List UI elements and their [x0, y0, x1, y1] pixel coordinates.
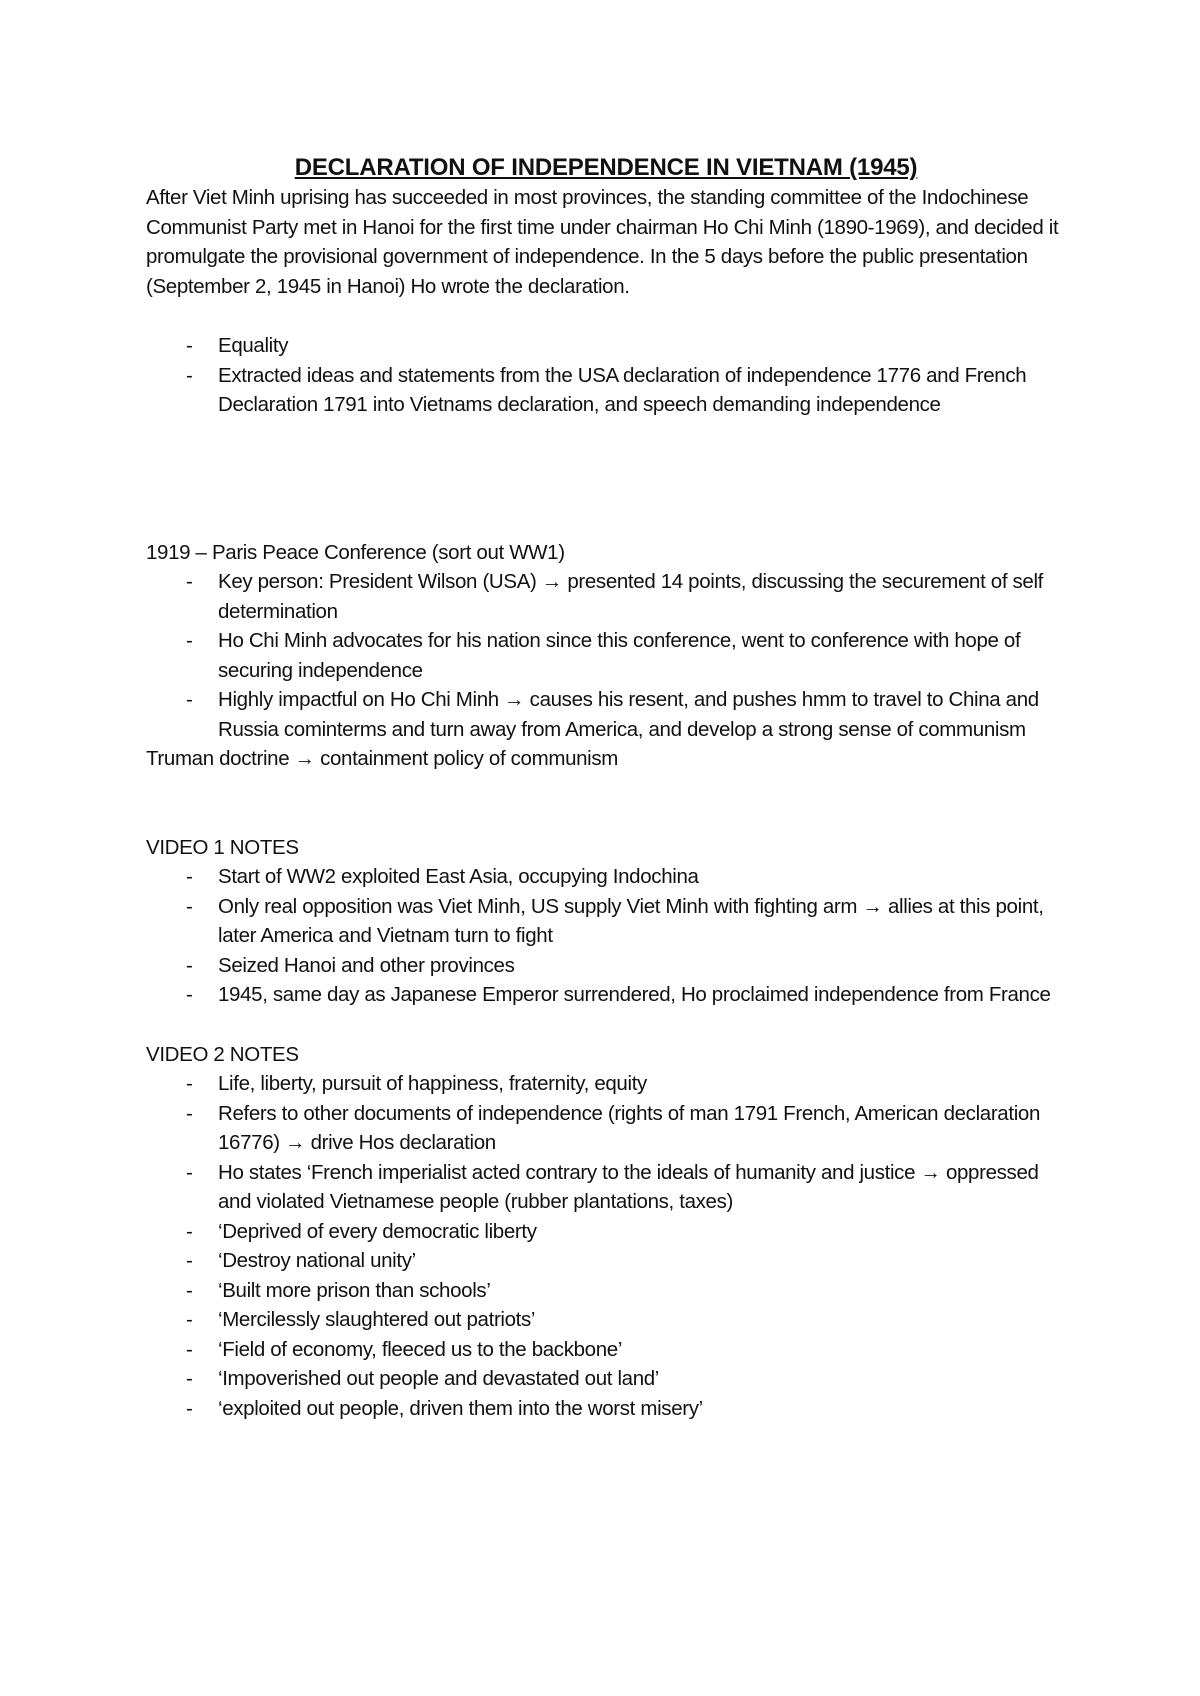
intro-paragraph: After Viet Minh uprising has succeeded in most provinces, the standing committee of the Indochinese Communist Party met in Hanoi for the first time under chairman Ho Chi Minh (1890-1969), and decided it promulgate the provisional government of independence. In the 5 days before the public presentation (September 2, 1945 in Hanoi) Ho wrote the declaration.: [146, 186, 1059, 298]
truman-line: Truman doctrine → containment policy of communism: [146, 747, 618, 770]
video2-bullet: - ‘Field of economy, fleeced us to the backbone’: [146, 1335, 1066, 1365]
video2-bullet-list: [146, 1069, 1066, 1423]
paris-bullet-list: [146, 567, 1066, 744]
intro-bullet-list: [146, 331, 1066, 420]
video2-bullet: - ‘Destroy national unity’: [146, 1246, 1066, 1276]
video1-heading: VIDEO 1 NOTES: [146, 835, 299, 859]
video1-bullet: - Only real opposition was Viet Minh, US supply Viet Minh with fighting arm → allies at this point, later America and Vietnam turn to fight: [146, 892, 1066, 951]
video2-bullet: - ‘exploited out people, driven them into the worst misery’: [146, 1394, 1066, 1424]
blank-line: [146, 301, 1066, 331]
intro-bullet: - Equality: [146, 331, 1066, 361]
document-title: DECLARATION OF INDEPENDENCE IN VIETNAM (1945): [294, 154, 918, 181]
video1-bullet: - Seized Hanoi and other provinces: [146, 951, 1066, 981]
video2-bullet: - ‘Built more prison than schools’: [146, 1276, 1066, 1306]
paris-bullet: - Ho Chi Minh advocates for his nation since this conference, went to conference with hope of securing independence: [146, 626, 1066, 685]
video1-bullet: - 1945, same day as Japanese Emperor surrendered, Ho proclaimed independence from France: [146, 980, 1066, 1010]
video2-bullet: - Ho states ‘French imperialist acted contrary to the ideals of humanity and justice → oppressed and violated Vietnamese people (rubber plantations, taxes): [146, 1158, 1066, 1217]
paris-bullet: - Key person: President Wilson (USA) → presented 14 points, discussing the securement of self determination: [146, 567, 1066, 626]
blank-line: [146, 1010, 1066, 1040]
blank-lines: [146, 420, 1066, 538]
video2-bullet: - ‘Impoverished out people and devastated out land’: [146, 1364, 1066, 1394]
paris-bullet: - Highly impactful on Ho Chi Minh → causes his resent, and pushes hmm to travel to China and Russia cominterms and turn away from America, and develop a strong sense of communism: [146, 685, 1066, 744]
video1-bullet: - Start of WW2 exploited East Asia, occupying Indochina: [146, 862, 1066, 892]
video2-bullet: - Life, liberty, pursuit of happiness, fraternity, equity: [146, 1069, 1066, 1099]
document-body: [146, 150, 1066, 1423]
video1-bullet-list: [146, 862, 1066, 1010]
video2-heading: VIDEO 2 NOTES: [146, 1042, 299, 1066]
video2-bullet: - ‘Mercilessly slaughtered out patriots’: [146, 1305, 1066, 1335]
blank-lines: [146, 774, 1066, 833]
paris-heading: 1919 – Paris Peace Conference (sort out WW1): [146, 540, 565, 564]
intro-bullet: - Extracted ideas and statements from the USA declaration of independence 1776 and French Declaration 1791 into Vietnams declaration, and speech demanding independence: [146, 361, 1066, 420]
video2-bullet: - Refers to other documents of independence (rights of man 1791 French, American declaration 16776) → drive Hos declaration: [146, 1099, 1066, 1158]
video2-bullet: - ‘Deprived of every democratic liberty: [146, 1217, 1066, 1247]
